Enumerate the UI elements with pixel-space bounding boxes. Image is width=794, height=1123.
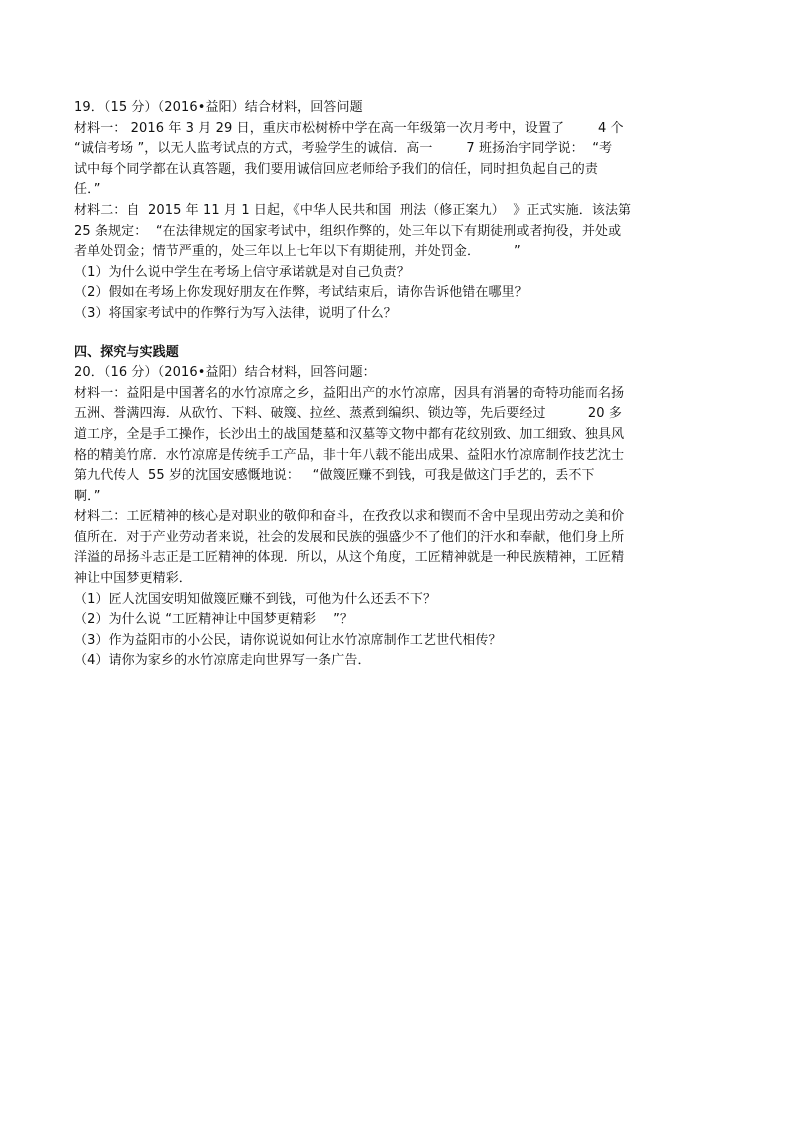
q20-line: 第九代传人 55 岁的沈国安感慨地说： “做篾匠赚不到钱，可我是做这门手艺的，丢不下 <box>74 468 595 484</box>
q20-line: 五洲、誉满四海．从砍竹、下料、破篾、拉丝、蒸煮到编织、锁边等，先后要经过 20 多 <box>74 406 622 422</box>
q20-line: 道工序，全是手工操作，长沙出土的战国楚墓和汉墓等文物中都有花纹别致、加工细致、独具风 <box>74 426 625 442</box>
q19-line: 任．” <box>74 182 101 198</box>
q20-sub-question: （2）为什么说 “工匠精神让中国梦更精彩 ”？ <box>74 612 354 628</box>
q20-sub-question: （4）请你为家乡的水竹凉席走向世界写一条广告． <box>74 653 371 669</box>
q19-line: 者单处罚金；情节严重的，处三年以上七年以下有期徒刑，并处罚金． ” <box>74 244 521 260</box>
q19-line: 材料二：自 2015 年 11 月 1 日起，《中华人民共和国 刑法（修正案九） 》正式实施．该法第 <box>74 202 632 218</box>
q19-sub-question: （1）为什么说中学生在考场上信守承诺就是对自己负责？ <box>74 264 410 280</box>
q20-line: 材料一：益阳是中国著名的水竹凉席之乡，益阳出产的水竹凉席，因具有消暑的奇特功能而名扬 <box>74 385 625 401</box>
section-heading: 四、探究与实践题 <box>74 344 179 360</box>
q19-sub-question: （3）将国家考试中的作弊行为写入法律，说明了什么？ <box>74 305 397 321</box>
q20-line: 格的精美竹席．水竹凉席是传统手工产品，非十年八载不能出成果、益阳水竹凉席制作技艺沈士 <box>74 447 625 463</box>
q19-line: 试中每个同学都在认真答题，我们要用诚信回应老师给予我们的信任，同时担负起自己的责 <box>74 161 599 177</box>
q20-line: 材料二：工匠精神的核心是对职业的敬仰和奋斗，在孜孜以求和锲而不舍中呈现出劳动之美和价 <box>74 509 625 525</box>
q19-sub-question: （2）假如在考场上你发现好朋友在作弊，考试结束后，请你告诉他错在哪里？ <box>74 285 528 301</box>
q19-line: 材料一： 2016 年 3 月 29 日，重庆市松树桥中学在高一年级第一次月考中，设置了 4 个 <box>74 120 624 136</box>
q20-line: 20．（16 分）（2016•益阳）结合材料，回答问题： <box>74 365 376 381</box>
q20-line: 值所在．对于产业劳动者来说，社会的发展和民族的强盛少不了他们的汗水和奉献，他们身上所 <box>74 529 625 545</box>
q20-sub-question: （1）匠人沈国安明知做篾匠赚不到钱，可他为什么还丢不下？ <box>74 591 437 607</box>
q20-line: 神让中国梦更精彩． <box>74 571 192 587</box>
q19-line: 19．（15 分）（2016•益阳）结合材料，回答问题 <box>74 100 363 115</box>
q20-line: 洋溢的昂扬斗志正是工匠精神的体现．所以，从这个角度，工匠精神就是一种民族精神，工匠精 <box>74 550 625 566</box>
q20-line: 啊．” <box>74 488 101 504</box>
question-20 <box>74 363 722 672</box>
question-19 <box>74 98 722 325</box>
q19-line: 25 条规定： “在法律规定的国家考试中，组织作弊的，处三年以下有期徒刑或者拘役，并处或 <box>74 223 622 239</box>
q20-sub-question: （3）作为益阳市的小公民，请你说说如何让水竹凉席制作工艺世代相传？ <box>74 632 502 648</box>
q19-line: “诚信考场 ”，以无人监考试点的方式，考验学生的诚信．高一 7 班扬治宇同学说： “考 <box>74 141 613 157</box>
exam-page <box>74 98 722 672</box>
